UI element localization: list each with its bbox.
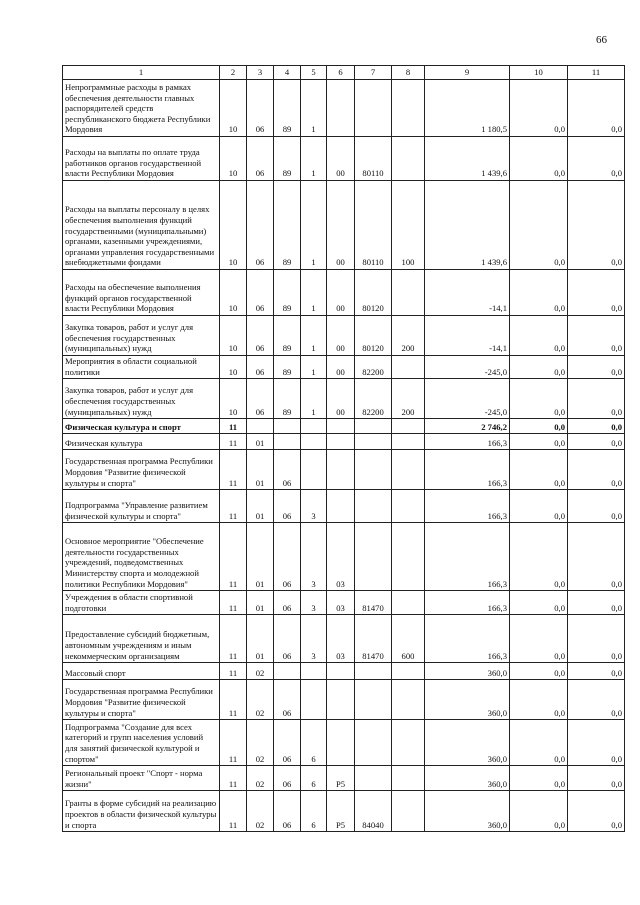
- row-name: Массовый спорт: [63, 663, 220, 680]
- cell-subsection: 06: [247, 137, 274, 181]
- cell-program: 06: [274, 523, 301, 591]
- cell-subsection: 01: [247, 615, 274, 663]
- table-row: [63, 80, 625, 137]
- page-number: 66: [596, 34, 607, 46]
- table-body: [63, 80, 625, 832]
- table-row: [63, 615, 625, 663]
- column-header: 10: [510, 66, 568, 80]
- cell-measure: [327, 434, 355, 450]
- cell-section: 11: [220, 791, 247, 832]
- cell-measure: [327, 663, 355, 680]
- cell-expense-type: [392, 720, 425, 766]
- row-name: Закупка товаров, работ и услуг для обеспечения государственных (муниципальных) нужд: [63, 316, 220, 356]
- cell-measure: 00: [327, 356, 355, 379]
- cell-amount-2: 0,0: [510, 450, 568, 490]
- cell-expense-type: [392, 523, 425, 591]
- cell-section: 10: [220, 379, 247, 419]
- cell-measure: 03: [327, 523, 355, 591]
- cell-subprogram: 1: [301, 137, 327, 181]
- cell-direction: [355, 434, 392, 450]
- cell-expense-type: [392, 591, 425, 615]
- cell-amount-3: 0,0: [568, 80, 625, 137]
- table-row: [63, 680, 625, 720]
- cell-subprogram: 3: [301, 523, 327, 591]
- cell-section: 10: [220, 316, 247, 356]
- cell-amount-2: 0,0: [510, 490, 568, 523]
- cell-program: [274, 434, 301, 450]
- table-row: [63, 523, 625, 591]
- cell-subprogram: 6: [301, 720, 327, 766]
- cell-subprogram: 6: [301, 791, 327, 832]
- cell-amount-3: 0,0: [568, 270, 625, 316]
- cell-subsection: 01: [247, 450, 274, 490]
- cell-amount-2: 0,0: [510, 80, 568, 137]
- cell-amount-3: 0,0: [568, 523, 625, 591]
- cell-amount-2: 0,0: [510, 680, 568, 720]
- row-name: Расходы на выплаты персоналу в целях обеспечения выполнения функций государственными (муниципальными) органами, казенными учреждениями, органами управления государственными внебюджетными фондами: [63, 181, 220, 270]
- cell-amount: 166,3: [425, 450, 510, 490]
- cell-expense-type: 200: [392, 379, 425, 419]
- cell-amount-3: 0,0: [568, 434, 625, 450]
- cell-section: 10: [220, 356, 247, 379]
- cell-measure: 00: [327, 181, 355, 270]
- cell-subsection: 06: [247, 316, 274, 356]
- cell-section: 11: [220, 680, 247, 720]
- cell-amount-3: 0,0: [568, 419, 625, 434]
- row-name: Мероприятия в области социальной политики: [63, 356, 220, 379]
- cell-amount: 360,0: [425, 766, 510, 791]
- row-name: Подпрограмма "Управление развитием физической культуры и спорта": [63, 490, 220, 523]
- cell-amount-3: 0,0: [568, 379, 625, 419]
- cell-amount: 360,0: [425, 663, 510, 680]
- cell-expense-type: [392, 356, 425, 379]
- cell-subsection: 06: [247, 270, 274, 316]
- cell-program: 06: [274, 615, 301, 663]
- cell-direction: 80120: [355, 270, 392, 316]
- cell-direction: [355, 80, 392, 137]
- cell-amount-3: 0,0: [568, 615, 625, 663]
- cell-amount: 360,0: [425, 791, 510, 832]
- cell-expense-type: [392, 419, 425, 434]
- cell-amount: -14,1: [425, 316, 510, 356]
- cell-program: 89: [274, 80, 301, 137]
- cell-direction: [355, 680, 392, 720]
- cell-program: 06: [274, 766, 301, 791]
- column-header: 6: [327, 66, 355, 80]
- budget-table: [62, 65, 625, 832]
- cell-program: 06: [274, 450, 301, 490]
- cell-section: 10: [220, 80, 247, 137]
- cell-subsection: 02: [247, 680, 274, 720]
- row-name: Учреждения в области спортивной подготовки: [63, 591, 220, 615]
- cell-amount: 1 180,5: [425, 80, 510, 137]
- cell-expense-type: [392, 434, 425, 450]
- cell-direction: [355, 419, 392, 434]
- row-name: Закупка товаров, работ и услуг для обеспечения государственных (муниципальных) нужд: [63, 379, 220, 419]
- cell-measure: [327, 490, 355, 523]
- table-row: [63, 791, 625, 832]
- table-row: [63, 434, 625, 450]
- cell-amount-3: 0,0: [568, 316, 625, 356]
- cell-subsection: 02: [247, 663, 274, 680]
- cell-measure: 00: [327, 137, 355, 181]
- cell-amount-3: 0,0: [568, 766, 625, 791]
- cell-expense-type: 100: [392, 181, 425, 270]
- cell-amount: 1 439,6: [425, 137, 510, 181]
- column-header: 9: [425, 66, 510, 80]
- cell-direction: [355, 766, 392, 791]
- cell-expense-type: [392, 680, 425, 720]
- cell-subsection: 01: [247, 434, 274, 450]
- cell-subprogram: 6: [301, 766, 327, 791]
- cell-section: 11: [220, 419, 247, 434]
- cell-section: 11: [220, 615, 247, 663]
- cell-subsection: 02: [247, 720, 274, 766]
- cell-program: 89: [274, 181, 301, 270]
- cell-subsection: 02: [247, 766, 274, 791]
- cell-program: 89: [274, 270, 301, 316]
- cell-subprogram: 3: [301, 615, 327, 663]
- cell-amount: 166,3: [425, 591, 510, 615]
- cell-subprogram: 1: [301, 80, 327, 137]
- column-header: 5: [301, 66, 327, 80]
- cell-expense-type: [392, 791, 425, 832]
- cell-expense-type: [392, 490, 425, 523]
- cell-amount: 166,3: [425, 434, 510, 450]
- cell-direction: [355, 663, 392, 680]
- table-row: [63, 356, 625, 379]
- cell-amount: 360,0: [425, 720, 510, 766]
- cell-measure: [327, 419, 355, 434]
- cell-program: 06: [274, 680, 301, 720]
- cell-direction: [355, 523, 392, 591]
- row-name: Государственная программа Республики Мордовия "Развитие физической культуры и спорта": [63, 450, 220, 490]
- cell-subsection: [247, 419, 274, 434]
- cell-amount-3: 0,0: [568, 490, 625, 523]
- table-row: [63, 450, 625, 490]
- cell-subprogram: 1: [301, 316, 327, 356]
- cell-amount-3: 0,0: [568, 591, 625, 615]
- cell-measure: P5: [327, 791, 355, 832]
- cell-measure: [327, 680, 355, 720]
- cell-amount-2: 0,0: [510, 181, 568, 270]
- table-row: [63, 137, 625, 181]
- table-row: [63, 270, 625, 316]
- column-header: 2: [220, 66, 247, 80]
- cell-section: 11: [220, 434, 247, 450]
- column-header: 8: [392, 66, 425, 80]
- cell-amount-2: 0,0: [510, 270, 568, 316]
- cell-amount: -14,1: [425, 270, 510, 316]
- cell-measure: 03: [327, 591, 355, 615]
- table-row: [63, 490, 625, 523]
- row-name: Расходы на выплаты по оплате труда работников органов государственной власти Республики Мордовия: [63, 137, 220, 181]
- cell-direction: 82200: [355, 379, 392, 419]
- cell-amount-3: 0,0: [568, 450, 625, 490]
- cell-direction: [355, 490, 392, 523]
- cell-subprogram: [301, 663, 327, 680]
- cell-subprogram: 1: [301, 270, 327, 316]
- cell-subprogram: 1: [301, 181, 327, 270]
- cell-amount-2: 0,0: [510, 356, 568, 379]
- cell-program: 89: [274, 379, 301, 419]
- cell-direction: 80120: [355, 316, 392, 356]
- cell-program: 06: [274, 791, 301, 832]
- cell-subsection: 01: [247, 591, 274, 615]
- row-name: Непрограммные расходы в рамках обеспечения деятельности главных распорядителей средств республиканского бюджета Республики Мордовия: [63, 80, 220, 137]
- cell-program: [274, 419, 301, 434]
- cell-expense-type: [392, 80, 425, 137]
- column-header: 7: [355, 66, 392, 80]
- cell-expense-type: 200: [392, 316, 425, 356]
- table-row: [63, 181, 625, 270]
- cell-amount-2: 0,0: [510, 791, 568, 832]
- cell-amount-2: 0,0: [510, 137, 568, 181]
- cell-amount-3: 0,0: [568, 356, 625, 379]
- cell-measure: 00: [327, 270, 355, 316]
- table-row: [63, 419, 625, 434]
- cell-amount: 2 746,2: [425, 419, 510, 434]
- cell-section: 11: [220, 591, 247, 615]
- cell-measure: 00: [327, 379, 355, 419]
- cell-section: 10: [220, 137, 247, 181]
- cell-measure: P5: [327, 766, 355, 791]
- cell-expense-type: [392, 270, 425, 316]
- cell-program: 06: [274, 490, 301, 523]
- cell-direction: [355, 450, 392, 490]
- row-name: Гранты в форме субсидий на реализацию проектов в области физической культуры и спорта: [63, 791, 220, 832]
- cell-direction: [355, 720, 392, 766]
- cell-program: 89: [274, 137, 301, 181]
- cell-amount: 166,3: [425, 523, 510, 591]
- cell-direction: 81470: [355, 615, 392, 663]
- cell-amount-2: 0,0: [510, 523, 568, 591]
- table-row: [63, 591, 625, 615]
- cell-amount: -245,0: [425, 379, 510, 419]
- cell-subsection: 01: [247, 490, 274, 523]
- cell-subprogram: [301, 450, 327, 490]
- cell-measure: [327, 80, 355, 137]
- cell-amount-2: 0,0: [510, 766, 568, 791]
- cell-section: 11: [220, 720, 247, 766]
- cell-amount-3: 0,0: [568, 137, 625, 181]
- cell-section: 11: [220, 663, 247, 680]
- cell-direction: 81470: [355, 591, 392, 615]
- column-header: 3: [247, 66, 274, 80]
- row-name: Государственная программа Республики Мордовия "Развитие физической культуры и спорта": [63, 680, 220, 720]
- cell-section: 11: [220, 450, 247, 490]
- cell-amount-2: 0,0: [510, 591, 568, 615]
- cell-amount: 360,0: [425, 680, 510, 720]
- cell-program: 06: [274, 591, 301, 615]
- cell-measure: [327, 720, 355, 766]
- cell-subprogram: 1: [301, 379, 327, 419]
- column-header: 11: [568, 66, 625, 80]
- column-header: 1: [63, 66, 220, 80]
- table-header-row: [63, 66, 625, 80]
- row-name: Предоставление субсидий бюджетным, автономным учреждениям и иным некоммерческим организациям: [63, 615, 220, 663]
- cell-program: 89: [274, 316, 301, 356]
- cell-measure: 03: [327, 615, 355, 663]
- cell-subsection: 01: [247, 523, 274, 591]
- cell-amount-3: 0,0: [568, 181, 625, 270]
- cell-subprogram: 3: [301, 490, 327, 523]
- cell-program: 89: [274, 356, 301, 379]
- cell-amount-2: 0,0: [510, 615, 568, 663]
- row-name: Региональный проект "Спорт - норма жизни": [63, 766, 220, 791]
- cell-amount-2: 0,0: [510, 419, 568, 434]
- cell-amount-2: 0,0: [510, 379, 568, 419]
- cell-amount-2: 0,0: [510, 720, 568, 766]
- cell-section: 11: [220, 523, 247, 591]
- cell-subprogram: [301, 680, 327, 720]
- cell-subprogram: [301, 434, 327, 450]
- cell-section: 11: [220, 766, 247, 791]
- cell-measure: [327, 450, 355, 490]
- cell-subprogram: 3: [301, 591, 327, 615]
- cell-program: [274, 663, 301, 680]
- cell-amount-2: 0,0: [510, 316, 568, 356]
- cell-subprogram: [301, 419, 327, 434]
- cell-subsection: 06: [247, 80, 274, 137]
- cell-amount-2: 0,0: [510, 663, 568, 680]
- cell-expense-type: [392, 766, 425, 791]
- cell-program: 06: [274, 720, 301, 766]
- cell-subsection: 06: [247, 181, 274, 270]
- cell-amount: 166,3: [425, 490, 510, 523]
- cell-subsection: 06: [247, 356, 274, 379]
- cell-subprogram: 1: [301, 356, 327, 379]
- column-header: 4: [274, 66, 301, 80]
- cell-subsection: 06: [247, 379, 274, 419]
- cell-section: 10: [220, 270, 247, 316]
- cell-amount-3: 0,0: [568, 791, 625, 832]
- cell-measure: 00: [327, 316, 355, 356]
- cell-expense-type: [392, 663, 425, 680]
- cell-amount: 166,3: [425, 615, 510, 663]
- table-row: [63, 663, 625, 680]
- table-row: [63, 379, 625, 419]
- cell-amount: 1 439,6: [425, 181, 510, 270]
- cell-direction: 82200: [355, 356, 392, 379]
- row-name: Основное мероприятие "Обеспечение деятельности государственных учреждений, подведомственных Министерству спорта и молодежной политики Республики Мордовия": [63, 523, 220, 591]
- cell-direction: 80110: [355, 181, 392, 270]
- row-name: Подпрограмма "Создание для всех категорий и групп населения условий для занятий физической культурой и спортом": [63, 720, 220, 766]
- cell-direction: 80110: [355, 137, 392, 181]
- table-row: [63, 766, 625, 791]
- cell-amount: -245,0: [425, 356, 510, 379]
- cell-expense-type: [392, 137, 425, 181]
- table-row: [63, 316, 625, 356]
- cell-expense-type: [392, 450, 425, 490]
- cell-section: 10: [220, 181, 247, 270]
- cell-amount-3: 0,0: [568, 720, 625, 766]
- cell-section: 11: [220, 490, 247, 523]
- cell-expense-type: 600: [392, 615, 425, 663]
- cell-subsection: 02: [247, 791, 274, 832]
- row-name: Физическая культура: [63, 434, 220, 450]
- row-name: Расходы на обеспечение выполнения функций органов государственной власти Республики Мордовия: [63, 270, 220, 316]
- row-name: Физическая культура и спорт: [63, 419, 220, 434]
- cell-amount-3: 0,0: [568, 680, 625, 720]
- cell-amount-2: 0,0: [510, 434, 568, 450]
- cell-direction: 84040: [355, 791, 392, 832]
- cell-amount-3: 0,0: [568, 663, 625, 680]
- table-row: [63, 720, 625, 766]
